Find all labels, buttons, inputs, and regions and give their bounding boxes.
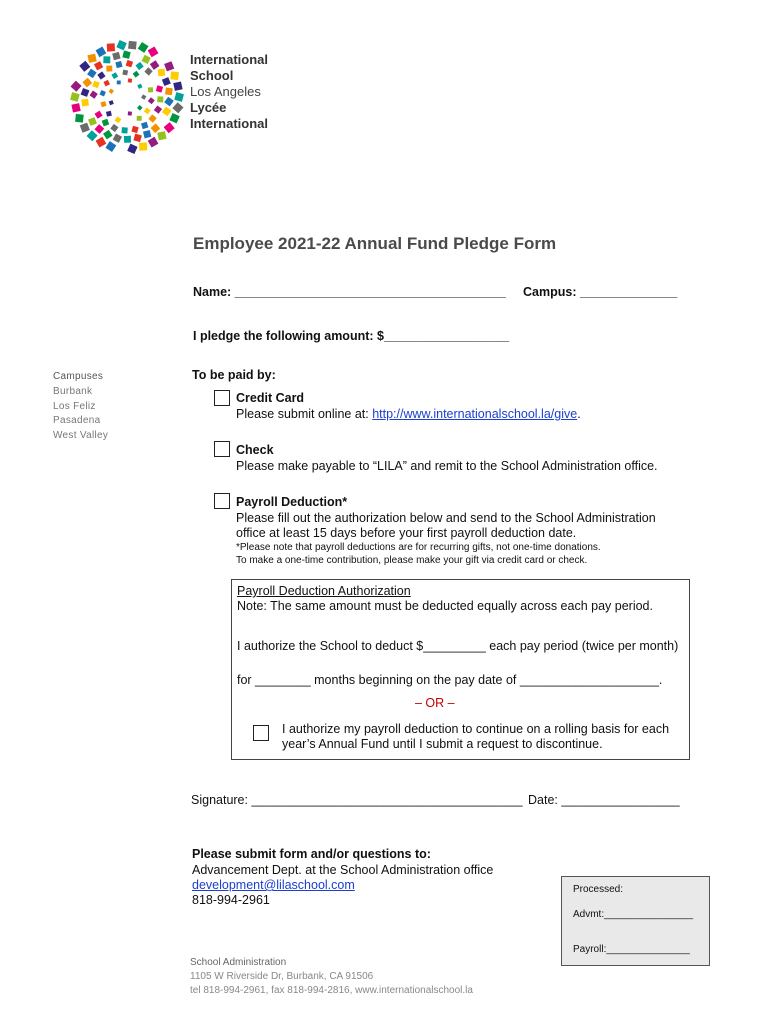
logo-tile <box>99 90 105 96</box>
logo-tile <box>135 62 143 70</box>
deduct-amount-field[interactable]: I authorize the School to deduct $_________ each pay period (twice per month) <box>237 639 679 653</box>
processed-label: Processed: <box>573 884 624 895</box>
logo-tile <box>162 77 171 86</box>
school-name <box>190 52 268 132</box>
credit-card-checkbox[interactable] <box>214 390 230 406</box>
campus-item: Los Feliz <box>53 400 96 412</box>
check-desc: Please make payable to “LILA” and remit to the School Administration office. <box>236 459 658 473</box>
logo-tile <box>173 82 182 91</box>
footer-address: 1105 W Riverside Dr, Burbank, CA 91506 <box>190 971 374 982</box>
months-field[interactable]: for ________ months beginning on the pay date of ____________________. <box>237 673 663 687</box>
credit-card-title: Credit Card <box>236 391 305 405</box>
logo-tile <box>148 114 156 122</box>
footer-contact: tel 818-994-2961, fax 818-994-2816, www.internationalschool.la <box>190 985 473 996</box>
campuses-list <box>53 371 108 443</box>
payroll-title: Payroll Deduction* <box>236 495 348 509</box>
rolling-text: year’s Annual Fund until I submit a request to discontinue. <box>282 737 603 751</box>
logo-tile <box>95 124 105 134</box>
paid-by-label: To be paid by: <box>192 368 276 382</box>
submit-heading: Please submit form and/or questions to: <box>192 847 431 861</box>
campus-item: West Valley <box>53 429 109 441</box>
logo-tile <box>87 69 97 79</box>
logo-tile <box>92 81 100 89</box>
logo-tile <box>164 97 174 107</box>
logo-tile <box>100 101 106 107</box>
logo-tile <box>70 92 80 102</box>
logo-tile <box>165 88 173 96</box>
logo-tile <box>90 91 98 99</box>
logo-tile <box>127 144 137 154</box>
school-name-line: School <box>190 68 234 83</box>
authorization-note: Note: The same amount must be deducted equally across each pay period. <box>237 599 653 613</box>
payroll-note: To make a one-time contribution, please make your gift via credit card or check. <box>236 555 588 566</box>
logo-tile <box>109 100 114 105</box>
campus-item: Pasadena <box>53 415 101 426</box>
logo-tile <box>144 67 152 75</box>
logo-tile <box>96 46 107 57</box>
rolling-text: I authorize my payroll deduction to continue on a rolling basis for each <box>282 722 670 736</box>
logo-tile <box>97 71 105 79</box>
logo-tile <box>95 111 103 119</box>
logo-tile <box>128 41 137 50</box>
signature-field[interactable]: Signature: _______________________________________ <box>191 793 523 807</box>
campus-item: Burbank <box>53 386 93 397</box>
processed-box <box>561 876 710 966</box>
check-title: Check <box>236 443 274 457</box>
logo-tile <box>107 43 115 51</box>
rolling-basis-checkbox[interactable] <box>253 725 269 741</box>
logo-tile <box>164 122 175 133</box>
logo-tile <box>82 78 92 88</box>
logo-tile <box>81 88 90 97</box>
logo-tile <box>116 40 126 50</box>
school-name-line: International <box>190 52 269 67</box>
school-name-line: Lycée <box>190 100 227 115</box>
payroll-field: Payroll:_______________ <box>573 944 690 955</box>
logo-tile <box>106 66 112 72</box>
logo-tile <box>87 54 96 63</box>
logo-tile <box>103 130 113 140</box>
logo-tile <box>124 136 131 143</box>
logo-tile <box>122 51 130 59</box>
logo-tile <box>110 124 118 132</box>
logo-tile <box>148 137 159 148</box>
pledge-amount-field[interactable]: I pledge the following amount: $__________________ <box>193 329 510 343</box>
logo-tile <box>131 126 138 133</box>
logo-tile <box>80 123 90 133</box>
give-link[interactable]: http://www.internationalschool.la/give <box>372 407 578 421</box>
logo-tile <box>148 46 159 57</box>
logo-tile <box>141 94 146 99</box>
logo-tile <box>126 60 134 68</box>
logo-tile <box>121 127 127 133</box>
school-logo <box>68 38 186 156</box>
advmt-field: Advmt:________________ <box>573 909 694 920</box>
logo-tile <box>71 103 80 112</box>
logo-tile <box>138 42 149 53</box>
logo-tile <box>103 80 110 87</box>
submit-email-link[interactable]: development@lilaschool.com <box>192 878 355 892</box>
payroll-desc: Please fill out the authorization below and send to the School Administration <box>236 511 656 525</box>
logo-tile <box>106 111 112 117</box>
date-field[interactable]: Date: _________________ <box>528 793 680 807</box>
logo-tile <box>115 61 122 68</box>
logo-tile <box>156 85 163 92</box>
logo-tile <box>133 71 140 78</box>
logo-tile <box>88 117 97 126</box>
payroll-desc: office at least 15 days before your first payroll deduction date. <box>236 526 577 540</box>
credit-card-desc-end: . <box>577 407 581 421</box>
logo-tile <box>157 96 163 102</box>
form-title: Employee 2021-22 Annual Fund Pledge Form <box>193 234 557 253</box>
logo-tile <box>141 122 148 129</box>
logo-tile <box>111 72 118 79</box>
logo-tile <box>96 137 107 148</box>
payroll-deduction-checkbox[interactable] <box>214 493 230 509</box>
logo-tile <box>128 78 133 83</box>
authorization-title: Payroll Deduction Authorization <box>237 584 411 598</box>
logo-tile <box>81 99 89 107</box>
logo-tile <box>144 107 151 114</box>
logo-tile <box>109 88 114 93</box>
submit-phone: 818-994-2961 <box>192 893 270 907</box>
logo-tile <box>112 52 120 60</box>
logo-tile <box>115 116 122 123</box>
logo-tile <box>137 116 142 121</box>
logo-tile <box>75 114 84 123</box>
logo-tile <box>94 61 103 70</box>
logo-tile <box>172 102 183 113</box>
submit-office: Advancement Dept. at the School Administration office <box>192 863 494 877</box>
logo-tile <box>143 130 151 138</box>
logo-tile <box>158 69 165 76</box>
logo-tile <box>113 134 122 143</box>
logo-tile <box>169 113 179 123</box>
logo-tile <box>128 111 132 115</box>
or-separator: – OR – <box>415 696 455 710</box>
logo-tile <box>117 80 121 84</box>
logo-tile <box>148 97 155 104</box>
logo-tile <box>174 92 184 102</box>
logo-tile <box>133 134 141 142</box>
logo-tile <box>139 142 147 150</box>
logo-tile <box>170 71 179 80</box>
logo-tile <box>102 119 110 127</box>
logo-tile <box>122 70 128 76</box>
logo-tile <box>142 55 151 64</box>
logo-tile <box>157 131 166 140</box>
logo-tile <box>148 87 153 92</box>
logo-tile <box>71 81 82 92</box>
logo-tile <box>151 123 161 133</box>
footer-heading: School Administration <box>190 957 287 968</box>
logo-tile <box>87 130 98 141</box>
logo-tile <box>103 56 110 63</box>
check-checkbox[interactable] <box>214 441 230 457</box>
logo-tile <box>79 61 90 72</box>
logo-tile <box>150 60 160 70</box>
credit-card-desc <box>236 407 581 421</box>
logo-tile <box>137 84 142 89</box>
logo-tile <box>105 141 116 152</box>
logo-tile <box>164 61 174 71</box>
logo-tile <box>154 105 162 113</box>
logo-tile <box>137 105 143 111</box>
campuses-heading: Campuses <box>53 371 104 382</box>
school-name-line: Los Angeles <box>190 84 261 99</box>
school-name-line: International <box>190 116 269 131</box>
logo-tile <box>162 107 172 117</box>
credit-card-desc-text: Please submit online at: <box>236 407 373 421</box>
name-field[interactable]: Name: _______________________________________ <box>193 285 506 299</box>
campus-field[interactable]: Campus: ______________ <box>523 285 678 299</box>
footer <box>190 956 473 998</box>
payroll-note: *Please note that payroll deductions are for recurring gifts, not one-time donations. <box>236 542 601 553</box>
